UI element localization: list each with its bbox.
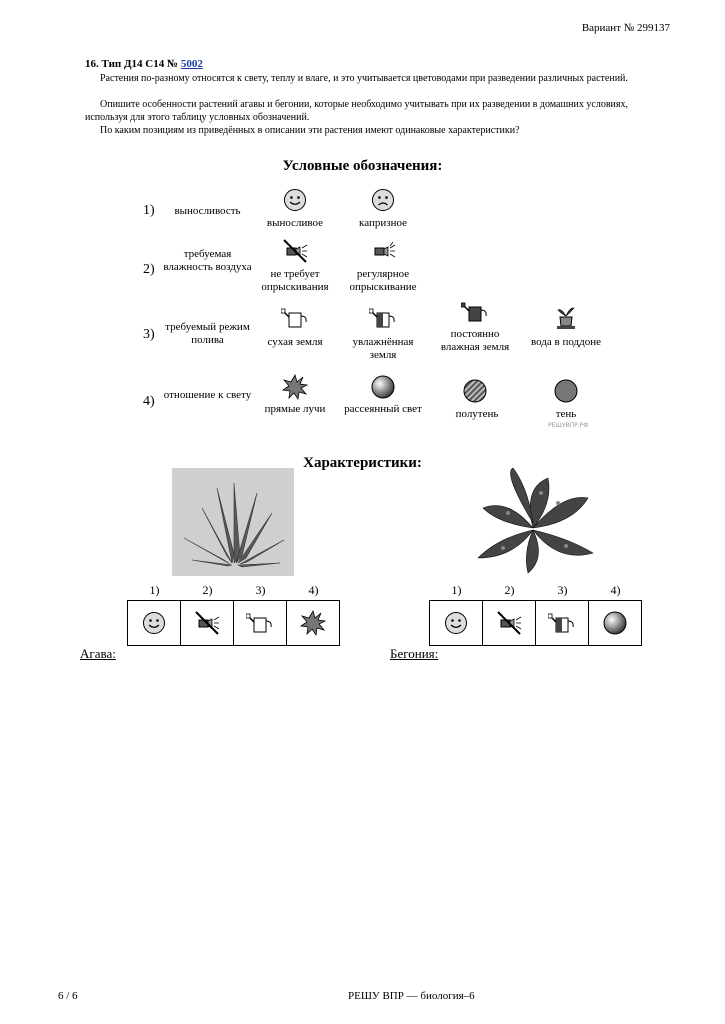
begonia-cell-2 — [483, 601, 536, 645]
begonia-cell-4 — [589, 601, 641, 645]
legend-caption-no-spray: не требует опрыскивания — [261, 268, 329, 293]
agave-col-3: 3) — [255, 583, 266, 597]
question-paragraph-1: Растения по-разному относятся к свету, теплу и влаге, и это учитывается цветоводами при разведении различных растений. — [100, 73, 628, 84]
agave-cell-3 — [234, 601, 287, 645]
agave-photo — [172, 468, 294, 576]
legend-caption-capricious: капризное — [359, 217, 407, 229]
begonia-column-numbers — [430, 583, 642, 598]
legend-row-4-label: отношение к свету — [163, 389, 252, 401]
begonia-cell-3 — [536, 601, 589, 645]
begonia-col-1: 1) — [451, 583, 462, 597]
question-paragraph-3: По каким позициям из приведённых в описании эти растения имеют одинаковые характеристики? — [100, 125, 520, 136]
can-full-icon — [450, 301, 500, 323]
begonia-label: Бегония: — [390, 646, 439, 661]
diffused-light-icon — [358, 374, 408, 400]
legend-row-1-label: выносливость — [174, 205, 241, 217]
agave-characteristics-table — [127, 600, 340, 646]
diffused-light-icon — [602, 610, 628, 636]
frown-icon — [358, 188, 408, 212]
legend-caption-wet-soil: постоянно влажная земля — [440, 328, 510, 353]
begonia-cell-1 — [430, 601, 483, 645]
agave-col-1: 1) — [149, 583, 160, 597]
legend-caption-half-shade: полутень — [455, 408, 499, 420]
half-shade-icon — [450, 378, 500, 404]
agave-column-numbers — [128, 583, 340, 598]
legend-row-3-number: 3) — [143, 327, 155, 342]
begonia-col-2: 2) — [504, 583, 515, 597]
agave-cell-1 — [128, 601, 181, 645]
legend-title: Условные обозначения: — [282, 158, 443, 174]
page-number: 6 / 6 — [58, 990, 78, 1002]
begonia-photo — [468, 468, 598, 576]
smile-icon — [444, 611, 468, 635]
legend-watermark: РЕШУВПР.РФ — [548, 422, 589, 429]
shade-icon — [541, 378, 591, 404]
no-spray-icon — [495, 610, 523, 636]
characteristics-title: Характеристики: — [303, 455, 422, 471]
no-spray-icon — [193, 610, 221, 636]
smile-icon — [142, 611, 166, 635]
tray-icon — [541, 304, 591, 330]
legend-row-3-label: требуемый режим полива — [165, 321, 250, 346]
legend-caption-moist-soil: увлажнённая земля — [352, 336, 414, 361]
agave-col-4: 4) — [308, 583, 319, 597]
legend-row-2-number: 2) — [143, 262, 155, 277]
agave-label: Агава: — [80, 646, 116, 661]
spray-icon — [358, 238, 408, 264]
legend-caption-tray: вода в поддоне — [530, 336, 601, 348]
begonia-col-3: 3) — [557, 583, 568, 597]
can-wet-icon — [548, 612, 576, 634]
begonia-characteristics-table — [429, 600, 642, 646]
question-type: 16. Тип Д14 С14 № — [85, 58, 181, 70]
can-wet-icon — [358, 307, 408, 329]
legend-caption-dry-soil: сухая земля — [267, 336, 323, 348]
question-header — [85, 58, 203, 70]
legend-row-4-number: 4) — [143, 394, 155, 409]
legend-caption-direct-light: прямые лучи — [264, 403, 326, 415]
agave-cell-4 — [287, 601, 339, 645]
question-paragraph-2: Опишите особенности растений агавы и бегонии, которые необходимо учитывать при их разведении в домашних условиях, используя для этого таблицу условных обозначений. — [85, 99, 628, 123]
legend-row-2-label: требуемая влажность воздуха — [163, 248, 252, 273]
can-dry-icon — [270, 307, 320, 329]
begonia-col-4: 4) — [610, 583, 621, 597]
legend-caption-diffused-light: рассеянный свет — [344, 403, 422, 415]
can-dry-icon — [246, 612, 274, 634]
smile-icon — [270, 188, 320, 212]
variant-number: Вариант № 299137 — [581, 22, 670, 34]
no-spray-icon — [270, 238, 320, 264]
agave-cell-2 — [181, 601, 234, 645]
legend-caption-shade: тень — [555, 408, 577, 420]
question-link[interactable]: 5002 — [180, 58, 203, 70]
legend-caption-spray: регулярное опрыскивание — [349, 268, 417, 293]
agave-col-2: 2) — [202, 583, 213, 597]
footer-source: РЕШУ ВПР — биология–6 — [348, 990, 475, 1002]
sun-burst-icon — [270, 374, 320, 400]
sun-burst-icon — [300, 610, 326, 636]
legend-caption-hardy: выносливое — [266, 217, 324, 229]
legend-row-1-number: 1) — [143, 203, 155, 218]
